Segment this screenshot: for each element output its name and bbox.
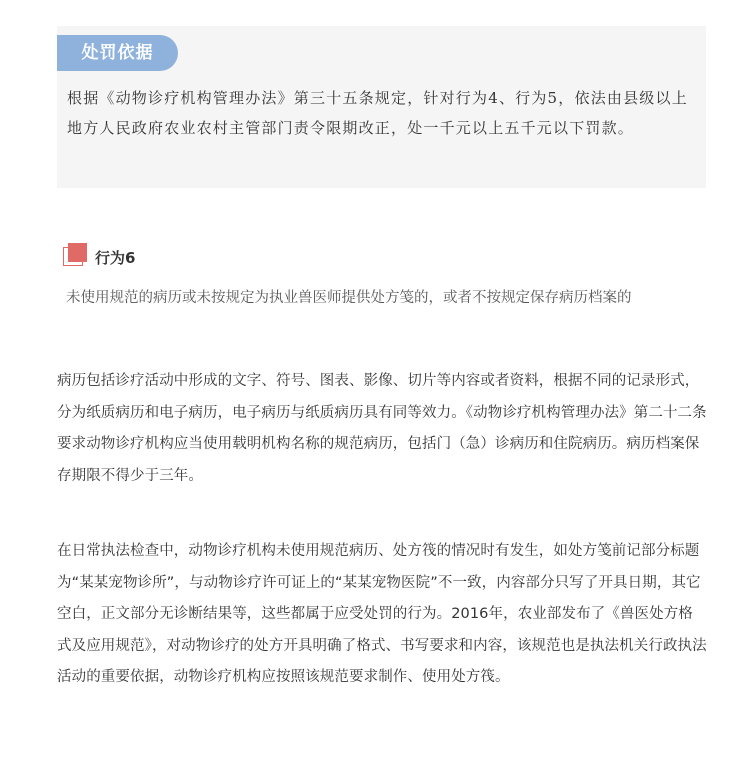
- penalty-basis-text: 根据《动物诊疗机构管理办法》第三十五条规定，针对行为4、行为5，依法由县级以上地方人民政府农业农村主管部门责令限期改正，处一千元以上五千元以下罚款。: [67, 89, 688, 137]
- penalty-basis-box: [57, 26, 706, 188]
- behavior-description: 未使用规范的病历或未按规定为执业兽医师提供处方笺的，或者不按规定保存病历档案的: [66, 290, 632, 306]
- body-paragraph-enforcement: 在日常执法检查中，动物诊疗机构未使用规范病历、处方筏的情况时有发生，如处方笺前记部分标题为“某某宠物诊所”，与动物诊疗许可证上的“某某宠物医院”不一致，内容部分只写了开具日期，其它空白，正文部分无诊断结果等，这些都属于应受处罚的行为。2016年，农业部发布了《兽医处方格式及应用规范》，对动物诊疗的处方开具明确了格式、书写要求和内容，该规范也是执法机关行政执法活动的重要依据，动物诊疗机构应按照该规范要求制作、使用处方筏。: [57, 543, 707, 685]
- behavior-marker-icon: [63, 243, 87, 267]
- marker-filled-square: [68, 243, 87, 262]
- behavior-title: 行为6: [95, 249, 136, 267]
- penalty-basis-tag: 处罚依据: [57, 35, 178, 71]
- body-paragraph-medical-records: 病历包括诊疗活动中形成的文字、符号、图表、影像、切片等内容或者资料，根据不同的记录形式，分为纸质病历和电子病历，电子病历与纸质病历具有同等效力。《动物诊疗机构管理办法》第二十二条要求动物诊疗机构应当使用载明机构名称的规范病历，包括门（急）诊病历和住院病历。病历档案保存期限不得少于三年。: [57, 373, 707, 484]
